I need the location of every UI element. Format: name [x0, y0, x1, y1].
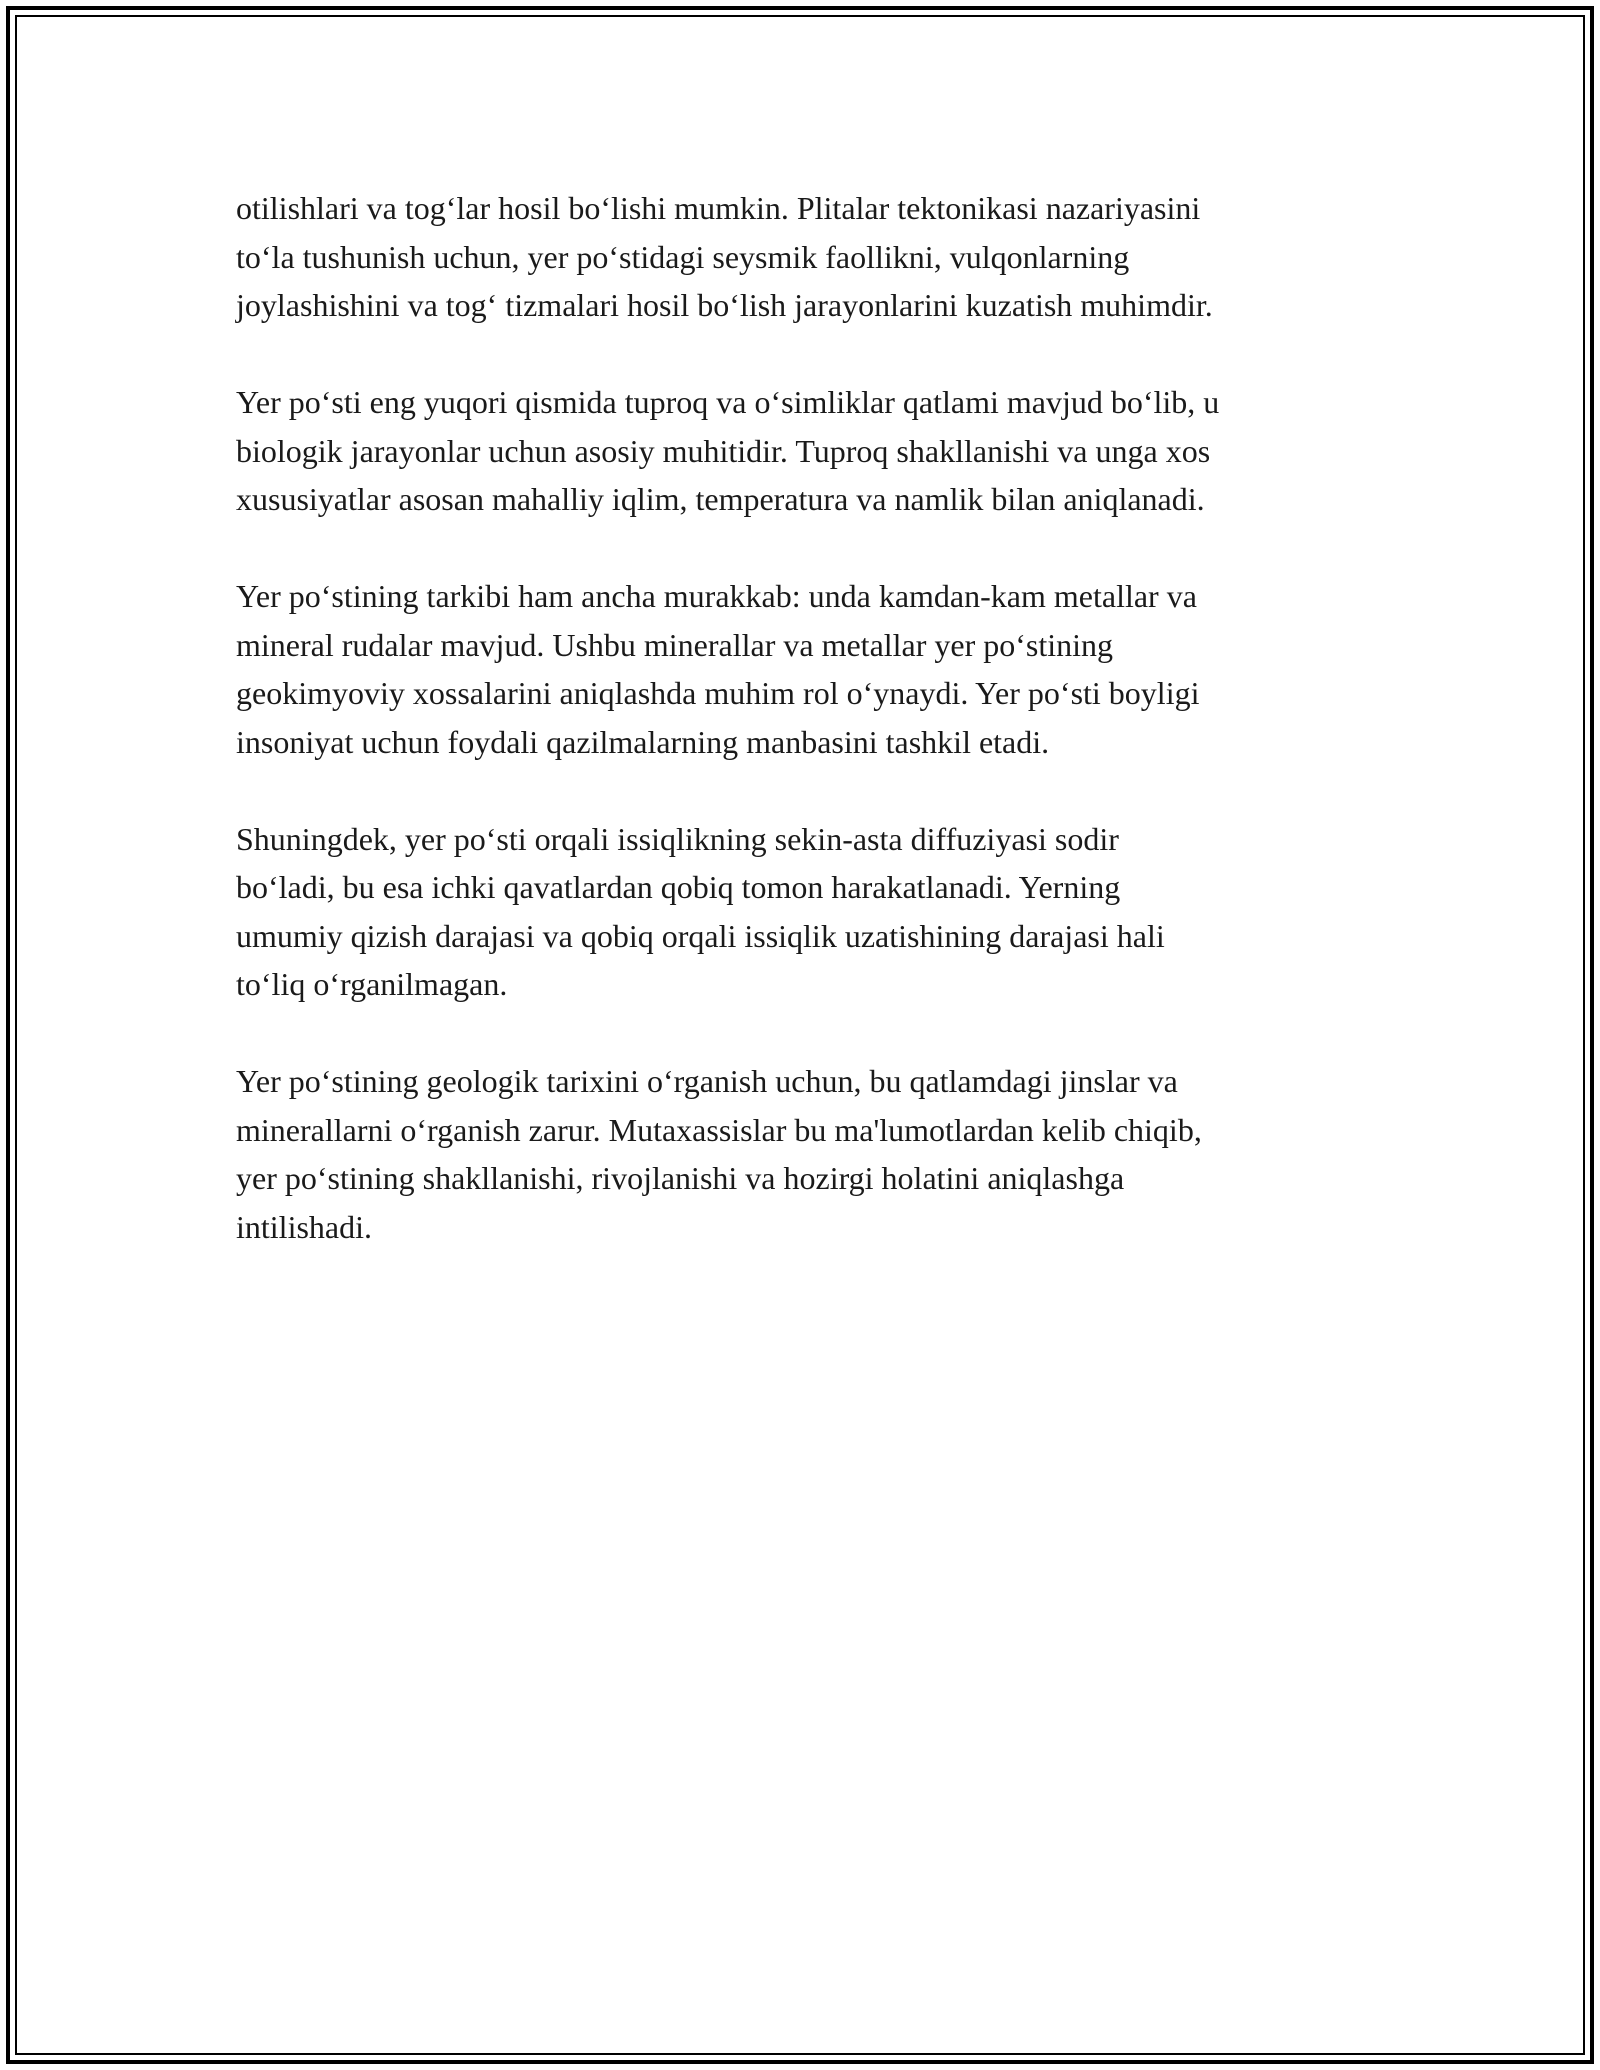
paragraph-5: Yer po‘stining geologik tarixini o‘rganish uchun, bu qatlamdagi jinslar va minerallarni o‘rganish zarur. Mutaxassislar bu ma'lumotlardan kelib chiqib, yer po‘stining shakllanishi, rivojlanishi va hozirgi holatini aniqlashga intilishadi.	[236, 1063, 1202, 1245]
paragraph-4: Shuningdek, yer po‘sti orqali issiqlikning sekin-asta diffuziyasi sodir bo‘ladi, bu esa ichki qavatlardan qobiq tomon harakatlanadi. Yerning umumiy qizish darajasi va qobiq orqali issiqlik uzatishining darajasi hali to‘liq o‘rganilmagan.	[236, 820, 1165, 1002]
paragraph-1: otilishlari va tog‘lar hosil bo‘lishi mumkin. Plitalar tektonikasi nazariyasini to‘la tushunish uchun, yer po‘stidagi seysmik faollikni, vulqonlarning joylashishini va tog‘ tizmalari hosil bo‘lish jarayonlarini kuzatish muhimdir.	[236, 190, 1213, 323]
paragraph-2: Yer po‘sti eng yuqori qismida tuproq va o‘simliklar qatlami mavjud bo‘lib, u biologik jarayonlar uchun asosiy muhitidir. Tuproq shakllanishi va unga xos xususiyatlar asosan mahalliy iqlim, temperatura va namlik bilan aniqlanadi.	[236, 384, 1220, 517]
paragraph-3: Yer po‘stining tarkibi ham ancha murakkab: unda kamdan-kam metallar va mineral rudalar mavjud. Ushbu minerallar va metallar yer po‘stining geokimyoviy xossalarini aniqlashda muhim rol o‘ynaydi. Yer po‘sti boyligi insoniyat uchun foydali qazilmalarning manbasini tashkil etadi.	[236, 578, 1200, 760]
document-body	[236, 184, 1376, 1300]
